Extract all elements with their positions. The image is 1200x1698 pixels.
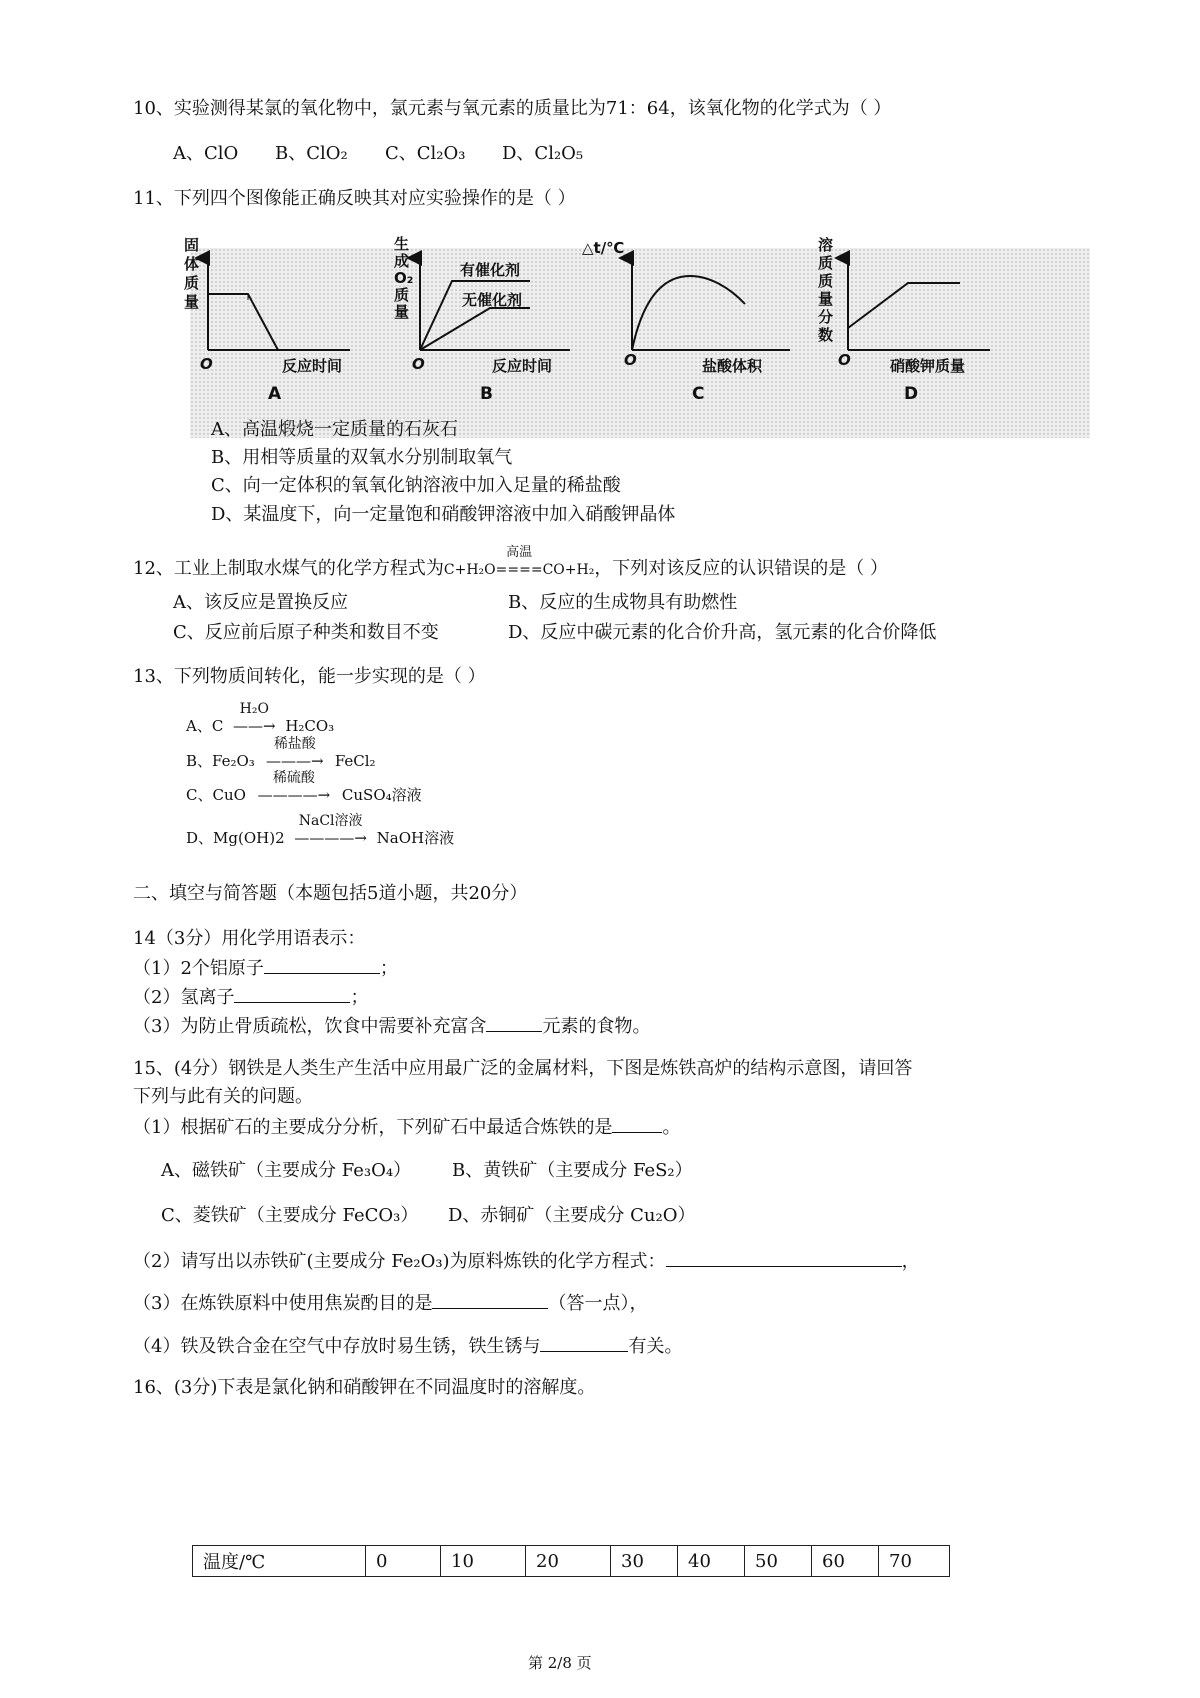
q14-part2-end: ； [350, 987, 369, 1008]
q15-part1-text: （1）根据矿石的主要成分分析，下列矿石中最适合炼铁的是 [133, 1117, 613, 1138]
q12-stem-prefix: 12、工业上制取水煤气的化学方程式为 [133, 558, 444, 579]
q15-option-d: D、赤铜矿（主要成分 Cu₂O） [448, 1205, 696, 1226]
q11-option-b: B、用相等质量的双氧水分别制取氧气 [211, 447, 513, 468]
q15-part3-blank[interactable] [432, 1290, 548, 1309]
graph-a-xlabel: 反应时间 [282, 357, 343, 375]
graph-b-curve1: 有催化剂 [460, 261, 521, 279]
table-cell: 70 [879, 1546, 950, 1577]
solubility-table [192, 1545, 950, 1577]
q12-stem-suffix: ，下列对该反应的认识错误的是（ ） [594, 558, 889, 579]
q15-option-a: A、磁铁矿（主要成分 Fe₃O₄） [161, 1160, 412, 1181]
q13-item-d-left: D、Mg(OH)2 [186, 829, 285, 847]
q14-part3 [133, 1013, 650, 1039]
graph-a-letter: A [268, 384, 282, 404]
q14-part1-blank[interactable] [264, 955, 380, 974]
q13-item-c-reagent: 稀硫酸 [272, 770, 315, 786]
q13-item-b-arrow: 稀盐酸 ———→ [255, 749, 335, 773]
q13-stem: 13、下列物质间转化，能一步实现的是（ ） [133, 666, 486, 687]
graph-a-ylabel: 固体质量 [184, 236, 200, 311]
q12-condition: 高温 [506, 545, 533, 560]
q13-item-d-right: NaOH溶液 [376, 829, 455, 847]
q12-stem [133, 545, 889, 582]
graph-d [848, 258, 990, 350]
q12-equation [443, 545, 595, 582]
graph-b-letter: B [480, 384, 493, 404]
table-cell: 0 [366, 1546, 441, 1577]
graph-b-origin: O [412, 355, 425, 373]
q10-option-d: D、Cl₂O₅ [502, 143, 584, 164]
q13-item-c-left: C、CuO [186, 786, 246, 804]
q10-options [173, 142, 583, 166]
q15-part2-blank[interactable] [666, 1248, 902, 1267]
q13-item-b-reagent: 稀盐酸 [273, 736, 316, 752]
graph-d-ylabel: 溶质质量分数 [818, 236, 834, 344]
q14-part2-text: （2）氢离子 [133, 987, 235, 1008]
graph-d-letter: D [904, 384, 919, 404]
q13-item-c-arrow: 稀硫酸 ————→ [246, 783, 342, 807]
q13-item-a-arrow: H₂O ——→ [223, 714, 285, 738]
q14-part3-blank[interactable] [486, 1013, 542, 1032]
table-row [193, 1546, 950, 1577]
graph-a-origin: O [200, 355, 213, 373]
q12-option-b: B、反应的生成物具有助燃性 [508, 592, 738, 613]
graph-d-origin: O [838, 351, 851, 369]
q14-part2 [133, 984, 368, 1010]
graph-b-curve2: 无催化剂 [462, 291, 523, 309]
q14-part3-text: （3）为防止骨质疏松，饮食中需要补充富含 [133, 1016, 487, 1037]
graph-c-origin: O [624, 351, 637, 369]
q15-part4 [133, 1333, 682, 1359]
table-cell: 60 [812, 1546, 879, 1577]
q10-option-c: C、Cl₂O₃ [385, 143, 466, 164]
q14-part1-end: ； [379, 958, 398, 979]
q14-part2-blank[interactable] [234, 984, 350, 1003]
q11-graphs-panel [184, 235, 1090, 438]
graph-c-ylabel: △t/℃ [582, 239, 625, 257]
graph-d-xlabel: 硝酸钾质量 [890, 357, 966, 375]
table-cell: 30 [611, 1546, 678, 1577]
q11-graphs-svg [190, 248, 1090, 438]
graph-c-xlabel: 盐酸体积 [702, 357, 763, 375]
table-cell: 20 [526, 1546, 611, 1577]
q13-item-c [186, 770, 422, 807]
q14-stem: 14（3分）用化学用语表示： [133, 928, 366, 949]
q15-part3-text: （3）在炼铁原料中使用焦炭酌目的是 [133, 1293, 433, 1314]
q15-option-b: B、黄铁矿（主要成分 FeS₂） [452, 1160, 693, 1181]
q13-item-a-right: H₂CO₃ [285, 717, 335, 735]
q13-item-a-left: A、C [186, 717, 224, 735]
q12-option-d: D、反应中碳元素的化合价升高，氢元素的化合价降低 [508, 622, 937, 643]
q15-part4-end: 有关。 [628, 1336, 683, 1357]
q11-option-a: A、高温煅烧一定质量的石灰石 [211, 419, 458, 440]
q15-part2-text: （2）请写出以赤铁矿(主要成分 Fe₂O₃)为原料炼铁的化学方程式： [133, 1251, 666, 1272]
graph-c [632, 258, 790, 350]
q12-option-c: C、反应前后原子种类和数目不变 [173, 622, 439, 643]
q15-part2 [133, 1248, 920, 1274]
table-cell: 50 [745, 1546, 812, 1577]
q13-item-b-right: FeCl₂ [334, 752, 376, 770]
q16-stem: 16、(3分)下表是氯化钠和硝酸钾在不同温度时的溶解度。 [133, 1377, 596, 1398]
q15-part2-end: ， [901, 1251, 920, 1272]
q15-part1 [133, 1114, 680, 1140]
q10-stem: 10、实验测得某氯的氧化物中，氯元素与氧元素的质量比为71：64，该氧化物的化学式为（ ） [133, 98, 892, 119]
q12-equation-text: C+H₂O====CO+H₂ [443, 562, 595, 578]
q15-part3 [133, 1290, 647, 1316]
q14-part1 [133, 955, 398, 981]
q15-part1-blank[interactable] [612, 1114, 662, 1133]
q15-part3-end: （答一点）， [548, 1293, 648, 1314]
graph-b-ylabel: 生成O₂质量 [394, 235, 414, 321]
table-header-cell: 温度/℃ [193, 1546, 366, 1577]
table-cell: 10 [441, 1546, 526, 1577]
q12-option-a: A、该反应是置换反应 [173, 592, 348, 613]
q13-item-a-reagent: H₂O [239, 701, 269, 717]
q15-stem-line1: 15、(4分）钢铁是人类生产生活中应用最广泛的金属材料，下图是炼铁高炉的结构示意图，请回答 [133, 1058, 913, 1079]
graph-b-xlabel: 反应时间 [492, 357, 553, 375]
graph-a [208, 258, 350, 350]
q10-option-a: A、ClO [173, 143, 239, 164]
q14-part1-text: （1）2个铝原子 [133, 958, 264, 979]
q15-part4-blank[interactable] [540, 1333, 628, 1352]
q13-item-d [186, 813, 455, 850]
graph-c-letter: C [692, 384, 705, 404]
q13-item-c-right: CuSO₄溶液 [341, 786, 422, 804]
q15-stem-line2: 下列与此有关的问题。 [133, 1086, 313, 1107]
table-cell: 40 [678, 1546, 745, 1577]
q11-option-c: C、向一定体积的氧氧化钠溶液中加入足量的稀盐酸 [211, 475, 621, 496]
q13-item-d-arrow: NaCl溶液 ————→ [285, 826, 377, 850]
q15-option-c: C、菱铁矿（主要成分 FeCO₃） [161, 1205, 419, 1226]
q15-part1-end: 。 [662, 1117, 681, 1138]
q14-part3-end: 元素的食物。 [542, 1016, 651, 1037]
q10-option-b: B、ClO₂ [275, 143, 348, 164]
q13-item-d-reagent: NaCl溶液 [298, 813, 363, 829]
section-2-heading: 二、填空与简答题（本题包括5道小题，共20分） [133, 883, 528, 904]
page-number: 第 2/8 页 [528, 1654, 592, 1672]
q13-item-b-left: B、Fe₂O₃ [186, 752, 255, 770]
q11-stem: 11、下列四个图像能正确反映其对应实验操作的是（ ） [133, 188, 576, 209]
q11-option-d: D、某温度下，向一定量饱和硝酸钾溶液中加入硝酸钾晶体 [211, 504, 676, 525]
q15-part4-text: （4）铁及铁合金在空气中存放时易生锈，铁生锈与 [133, 1336, 541, 1357]
